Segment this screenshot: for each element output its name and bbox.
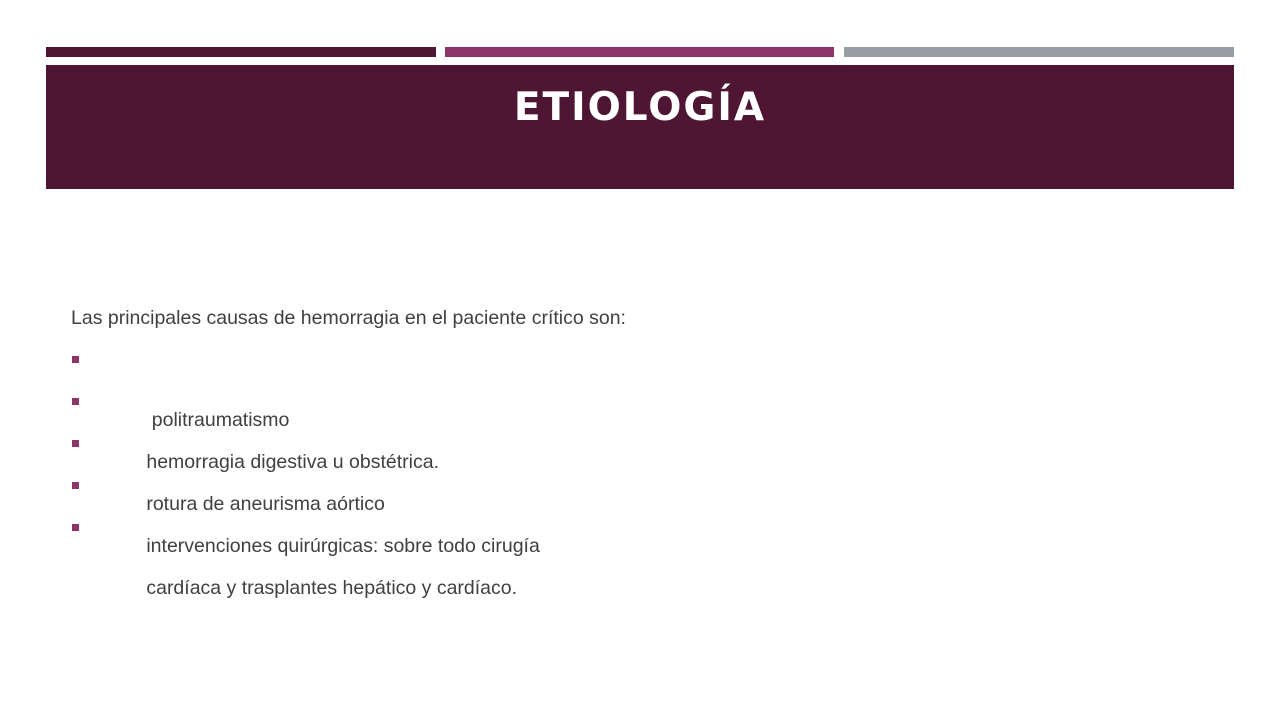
bullet-list: [71, 345, 1171, 599]
accent-bar-dark: [46, 47, 436, 57]
bullet-text: hemorragia digestiva u obstétrica.: [146, 451, 439, 473]
bullet-item: [71, 345, 1171, 431]
square-bullet-icon: [72, 356, 79, 363]
intro-text: Las principales causas de hemorragia en el paciente crítico son:: [71, 307, 626, 329]
bullet-text: politraumatismo: [146, 409, 290, 431]
square-bullet-icon: [72, 398, 79, 405]
bullet-text: intervenciones quirúrgicas: sobre todo cirugía: [146, 535, 540, 557]
title-band: [46, 65, 1234, 189]
slide-title: ETIOLOGÍA: [513, 85, 767, 130]
bullet-text: rotura de aneurisma aórtico: [146, 493, 385, 515]
square-bullet-icon: [72, 524, 79, 531]
slide-body: [71, 303, 1171, 599]
accent-bar-magenta: [445, 47, 834, 57]
accent-bar-gray: [844, 47, 1234, 57]
square-bullet-icon: [72, 482, 79, 489]
bullet-text: cardíaca y trasplantes hepático y cardíaco.: [146, 577, 518, 599]
square-bullet-icon: [72, 440, 79, 447]
